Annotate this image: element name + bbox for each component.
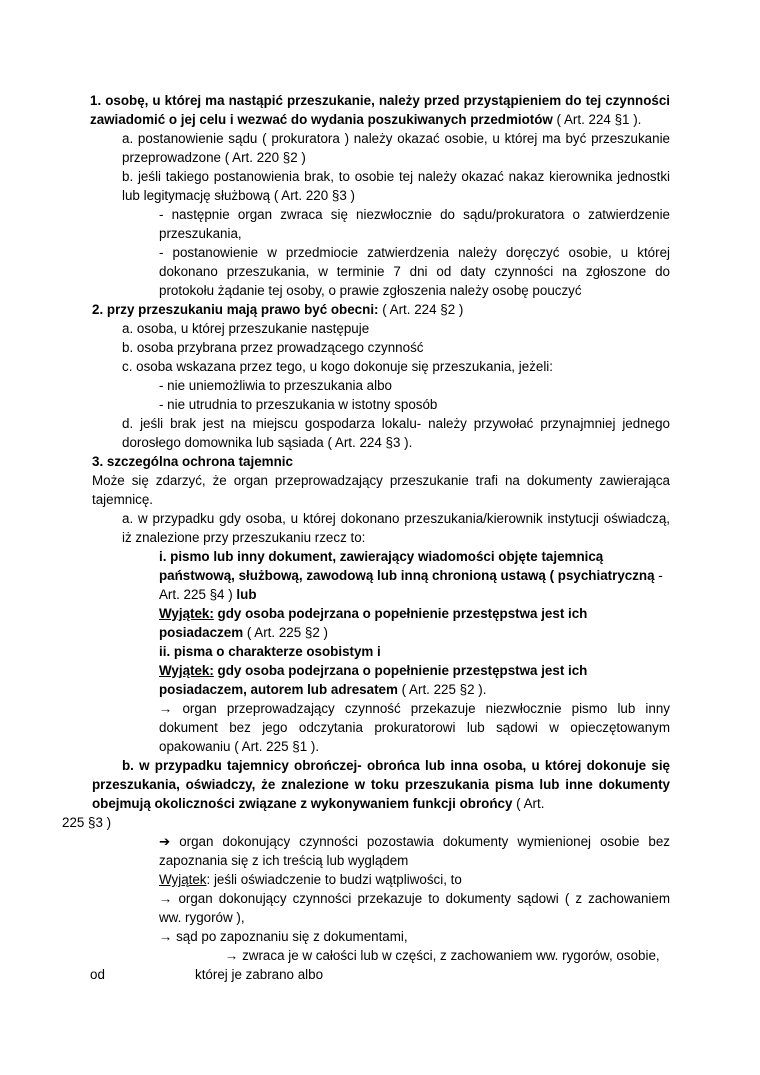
exception-1-ref: ( Art. 225 §2 ) bbox=[243, 625, 328, 640]
s3-item-b-ref-2: 225 §3 ) bbox=[62, 815, 112, 830]
section-2-ref: ( Art. 224 §2 ) bbox=[378, 302, 464, 317]
exception-label: Wyjątek bbox=[159, 872, 207, 887]
s3-subitem-i-text: i. pismo lub inny dokument, zawierający wiadomości objęte tajemnicą państwową, służbową, zawodową lub inną chronioną ustawą ( psychiatryczną bbox=[159, 549, 655, 583]
document-page bbox=[62, 91, 670, 984]
s1-dash-1: - następnie organ zwraca się niezwłocznie do sądu/prokuratora o zatwierdzenie przeszukania, bbox=[159, 207, 670, 241]
s3-item-b bbox=[62, 756, 670, 832]
s2-item-c: c. osoba wskazana przez tego, u kogo dokonuje się przeszukania, jeżeli: bbox=[122, 359, 553, 374]
s3-subitem-i bbox=[159, 547, 670, 604]
section-1-heading bbox=[90, 91, 670, 129]
s3-exception-3 bbox=[159, 870, 670, 889]
exception-label: Wyjątek: bbox=[159, 663, 214, 678]
s3-arrow-3: → organ dokonujący czynności przekazuje to dokumenty sądowi ( z zachowaniem ww. rygorów ), bbox=[159, 891, 670, 925]
s3-exception-2 bbox=[159, 661, 670, 699]
bold-arrow-icon: ➔ bbox=[159, 834, 171, 849]
s3-item-a: a. w przypadku gdy osoba, u której dokonano przeszukania/kierownik instytucji oświadczą, iż znalezione przy przeszukaniu rzecz to: bbox=[122, 511, 670, 545]
margin-column bbox=[90, 946, 195, 984]
s2-item-a: a. osoba, u której przeszukanie następuje bbox=[122, 321, 370, 336]
exception-2-text: gdy osoba podejrzana o popełnienie przestępstwa jest ich posiadaczem, autorem lub adresatem bbox=[159, 663, 588, 697]
s3-arrow-4: → sąd po zapoznaniu się z dokumentami, bbox=[159, 929, 408, 944]
s1-dash-2: - postanowienie w przedmiocie zatwierdzenia należy doręczyć osobie, u której dokonano przeszukania, w terminie 7 dni od daty czynności na zgłoszone do protokołu żądanie tej osoby, o prawie zgłoszenia należy osobę pouczyć bbox=[159, 245, 670, 298]
s3-arrow-2-text: organ dokonujący czynności pozostawia dokumenty wymienionej osobie bez zapoznania się z ich treścią lub wyglądem bbox=[159, 834, 670, 868]
exception-1-text: gdy osoba podejrzana o popełnienie przestępstwa jest ich posiadaczem bbox=[159, 606, 588, 640]
s1-item-a: a. postanowienie sądu ( prokuratora ) należy okazać osobie, u której ma być przeszukanie przeprowadzone ( Art. 220 §2 ) bbox=[122, 131, 670, 165]
section-1-ref: ( Art. 224 §1 ). bbox=[552, 112, 642, 127]
section-3-intro: Może się zdarzyć, że organ przeprowadzający przeszukanie trafi na dokumenty zawierająca tajemnicę. bbox=[92, 473, 670, 507]
s2-item-b: b. osoba przybrana przez prowadzącego czynność bbox=[122, 340, 424, 355]
s1-item-b: b. jeśli takiego postanowienia brak, to osobie tej należy okazać nakaz kierownika jednostki lub legitymację służbową ( Art. 220 §3 ) bbox=[122, 169, 670, 203]
section-2-heading-text: 2. przy przeszukaniu mają prawo być obecni: bbox=[92, 302, 379, 317]
s3-subitem-i-tail: lub bbox=[236, 587, 257, 602]
section-1-heading-text: 1. osobę, u której ma nastąpić przeszukanie, należy przed przystąpieniem do tej czynności zawiadomić o jej celu i wezwać do wydania poszukiwanych przedmiotów bbox=[90, 93, 670, 127]
s2-dash-2: - nie utrudnia to przeszukania w istotny sposób bbox=[159, 397, 438, 412]
s3-arrow-5 bbox=[90, 946, 670, 984]
s3-exception-1 bbox=[159, 604, 670, 642]
s2-item-d: d. jeśli brak jest na miejscu gospodarza lokalu- należy przywołać przynajmniej jednego dorosłego domownika lub sąsiada ( Art. 224 §3 ). bbox=[122, 416, 670, 450]
exception-label: Wyjątek: bbox=[159, 606, 214, 621]
s3-item-b-ref: ( Art. bbox=[512, 796, 545, 811]
s3-arrow-5a: → zwraca je w całości lub w części, z zachowaniem ww. rygorów, osobie, bbox=[225, 948, 660, 963]
section-2-heading bbox=[92, 300, 670, 319]
s3-item-b-text: b. w przypadku tajemnicy obrończej- obrońca lub inna osoba, u której dokonuje się przeszukania, oświadczy, że znalezione w toku przeszukania pisma lub inne dokumenty obejmują okoliczności związane z wykonywaniem funkcji obrońcy bbox=[92, 758, 670, 811]
s3-arrow-5b: której je zabrano albo bbox=[195, 967, 324, 982]
s3-arrow-5-text bbox=[195, 946, 670, 984]
exception-3-text: : jeśli oświadczenie to budzi wątpliwości, to bbox=[206, 872, 462, 887]
section-3-heading: 3. szczególna ochrona tajemnic bbox=[92, 454, 293, 469]
s2-dash-1: - nie uniemożliwia to przeszukania albo bbox=[159, 378, 392, 393]
margin-note-od: od bbox=[90, 967, 105, 982]
s3-arrow-1: → organ przeprowadzający czynność przekazuje niezwłocznie pismo lub inny dokument bez jego odczytania prokuratorowi lub sądowi w opieczętowanym opakowaniu ( Art. 225 §1 ). bbox=[159, 701, 670, 754]
s3-arrow-2 bbox=[159, 832, 670, 870]
exception-2-ref: ( Art. 225 §2 ). bbox=[397, 682, 487, 697]
s3-subitem-ii: ii. pisma o charakterze osobistym i bbox=[159, 644, 381, 659]
s3-subitem-i-ref: - Art. 225 §4 ) bbox=[159, 568, 663, 602]
